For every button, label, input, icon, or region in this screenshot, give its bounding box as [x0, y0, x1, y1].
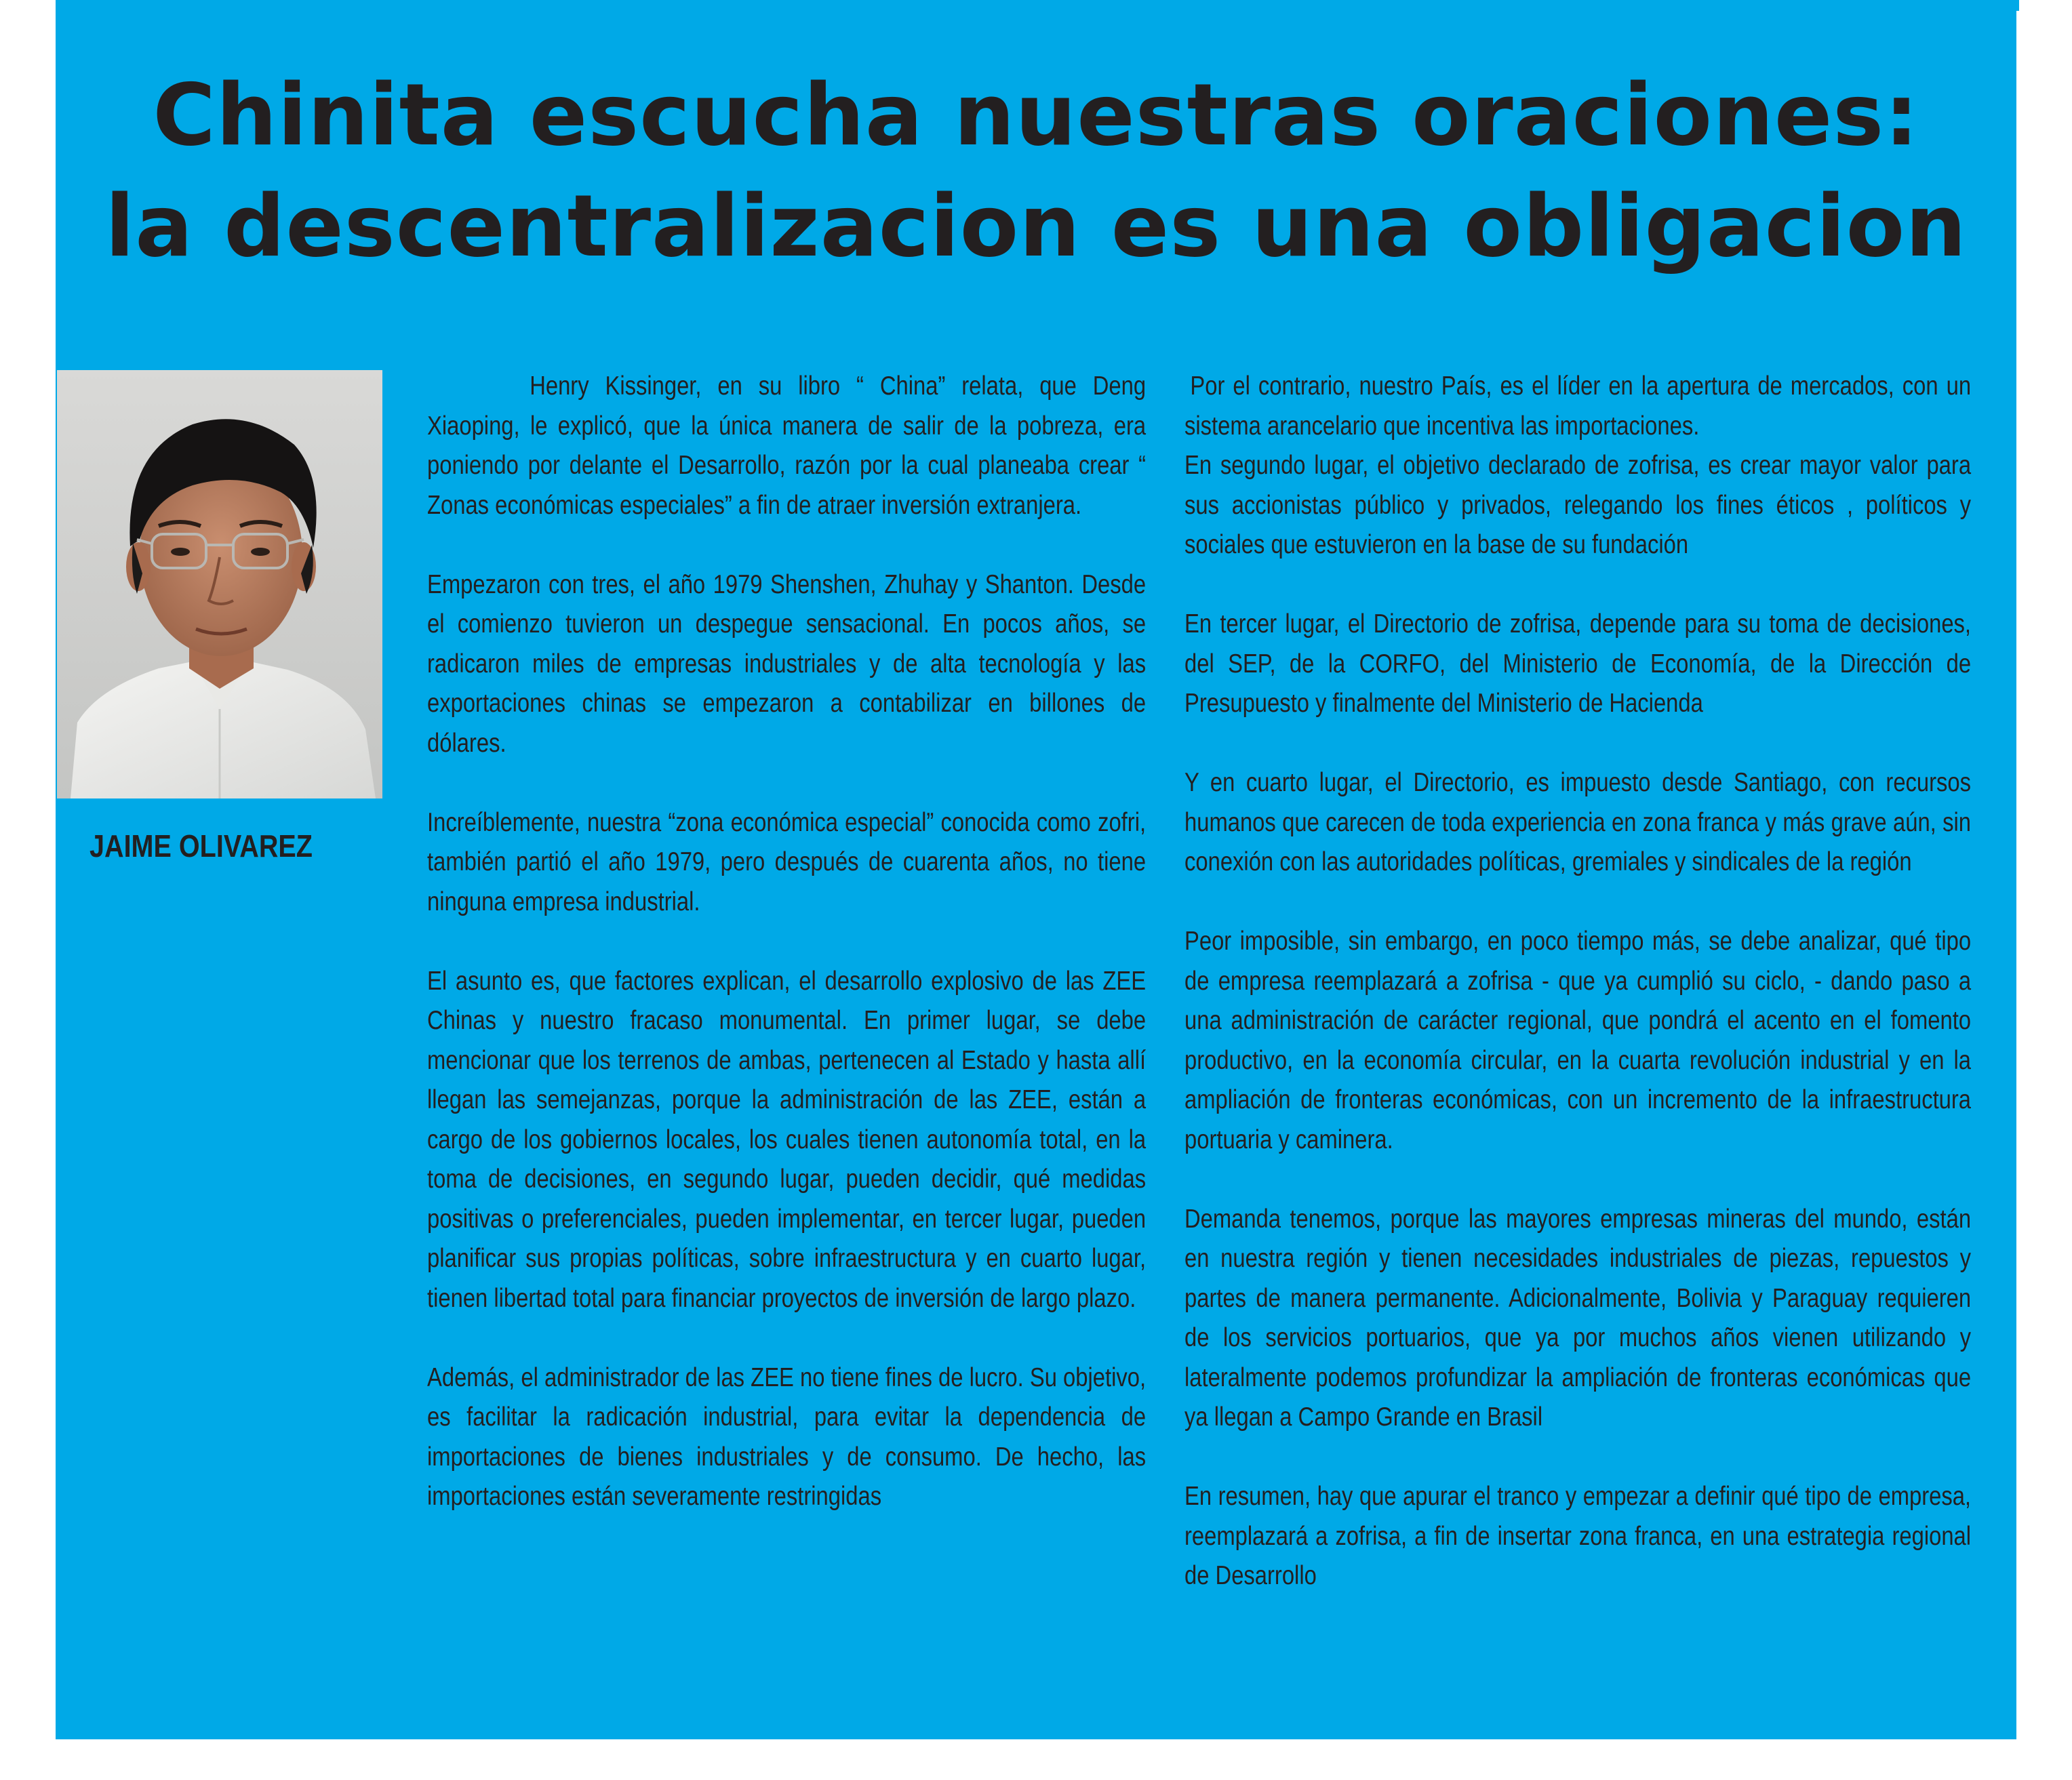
author-name: JAIME OLIVAREZ: [89, 828, 313, 864]
paragraph: Increíblemente, nuestra “zona económica especial” conocida como zofri, también partió el año 1979, pero después de cuarenta años, no tiene ninguna empresa industrial.: [427, 807, 1147, 916]
author-photo: [57, 370, 382, 798]
paragraph: En tercer lugar, el Directorio de zofrisa, depende para su toma de decisiones, del SEP, de la CORFO, del Ministerio de Economía, de la Dirección de Presupuesto y finalmente del Ministerio de Hacienda: [1184, 609, 1972, 718]
paragraph: Peor imposible, sin embargo, en poco tiempo más, se debe analizar, qué tipo de empresa reemplazará a zofrisa - que ya cumplió su ciclo, - dando paso a una administración de carácter regional, que pondrá el acento en el fomento productivo, en la economía circular, en la cuarta revolución industrial y en la ampliación de fronteras económicas, con un incremento de la infraestructura portuaria y caminera.: [1184, 927, 1972, 1154]
paragraph: El asunto es, que factores explican, el desarrollo explosivo de las ZEE Chinas y nuestro fracaso monumental. En primer lugar, se debe mencionar que los terrenos de ambas, pertenecen al Estado y hasta allí llegan las semejanzas, porque la administración de las ZEE, están a cargo de los gobiernos locales, los cuales tienen autonomía total, en la toma de decisiones, en segundo lugar, pueden decidir, qué medidas positivas o preferenciales, pueden implementar, en tercer lugar, pueden planificar sus propias políticas, sobre infraestructura y en cuarto lugar, tienen libertad total para financiar proyectos de inversión de largo plazo.: [427, 966, 1147, 1313]
paragraph: Por el contrario, nuestro País, es el líder en la apertura de mercados, con un sistema arancelario que incentiva las importaciones. En segundo lugar, el objetivo declarado de zofrisa, es crear mayor valor para sus accionistas público y privados, relegando los fines éticos , políticos y sociales que estuvieron en la base de su fundación: [1184, 371, 1972, 559]
article-panel: [56, 0, 2016, 1739]
article-column-right: [1184, 367, 1971, 1596]
paragraph: Y en cuarto lugar, el Directorio, es impuesto desde Santiago, con recursos humanos que carecen de toda experiencia en zona franca y más grave aún, sin conexión con las autoridades políticas, gremiales y sindicales de la región: [1184, 768, 1972, 876]
paragraph: Además, el administrador de las ZEE no tiene fines de lucro. Su objetivo, es facilitar la radicación industrial, para evitar la dependencia de importaciones de bienes industriales y de consumo. De hecho, las importaciones están severamente restringidas: [427, 1362, 1147, 1511]
paragraph: Empezaron con tres, el año 1979 Shenshen, Zhuhay y Shanton. Desde el comienzo tuvieron un despegue sensacional. En pocos años, se radicaron miles de empresas industriales y de alta tecnología y las exportaciones chinas se empezaron a contabilizar en billones de dólares.: [427, 569, 1147, 758]
author-portrait-icon: [57, 370, 382, 798]
page-corner-mark: [2016, 0, 2019, 11]
headline-line-2: la descentralizacion es una obligacion: [105, 176, 1967, 276]
article-headline: [56, 60, 2016, 282]
paragraph: Henry Kissinger, en su libro “ China” relata, que Deng Xiaoping, le explicó, que la única manera de salir de la pobreza, era poniendo por delante el Desarrollo, razón por la cual planeaba crear “ Zonas económicas especiales” a fin de atraer inversión extranjera.: [427, 371, 1147, 520]
headline-line-1: Chinita escucha nuestras oraciones:: [153, 65, 1919, 165]
paragraph: Demanda tenemos, porque las mayores empresas mineras del mundo, están en nuestra región y tienen necesidades industriales de piezas, repuestos y partes de manera permanente. Adicionalmente, Bolivia y Paraguay requieren de los servicios portuarios, que ya por muchos años vienen utilizando y lateralmente podemos profundizar la ampliación de fronteras económicas que ya llegan a Campo Grande en Brasil: [1184, 1204, 1972, 1432]
paragraph: En resumen, hay que apurar el tranco y empezar a definir qué tipo de empresa, reemplazará a zofrisa, a fin de insertar zona franca, en una estrategia regional de Desarrollo: [1184, 1482, 1972, 1590]
article-column-left: [427, 367, 1146, 1517]
